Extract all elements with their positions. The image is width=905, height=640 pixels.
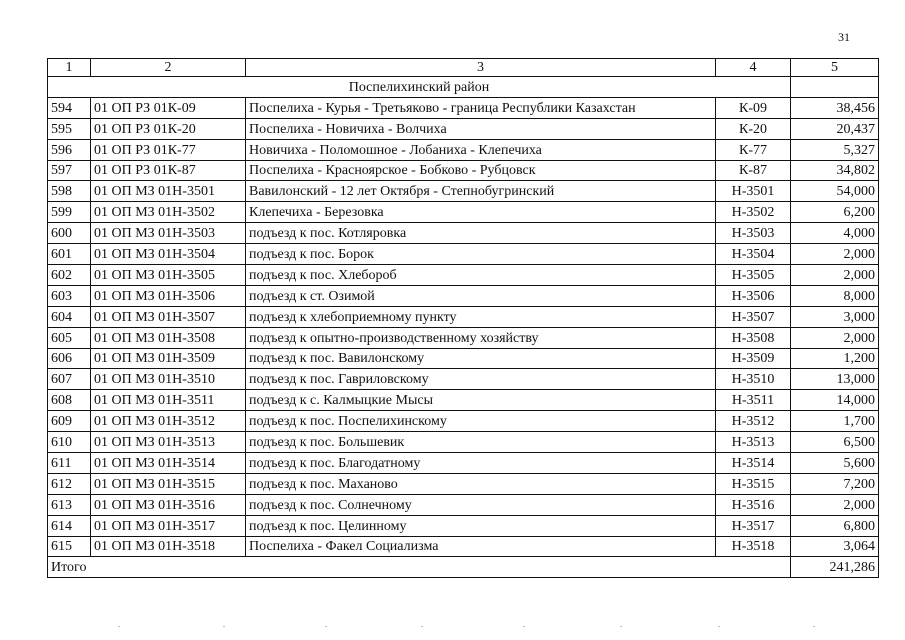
row-name: подъезд к пос. Вавилонскому	[246, 348, 716, 369]
row-length: 3,000	[791, 306, 879, 327]
header-col-3: 3	[246, 59, 716, 77]
row-code: 01 ОП РЗ 01К-87	[91, 160, 246, 181]
row-length: 7,200	[791, 473, 879, 494]
row-length: 3,064	[791, 536, 879, 557]
row-number: 606	[48, 348, 91, 369]
row-index: К-09	[716, 97, 791, 118]
row-code: 01 ОП МЗ 01Н-3513	[91, 432, 246, 453]
row-code: 01 ОП МЗ 01Н-3502	[91, 202, 246, 223]
row-number: 602	[48, 265, 91, 286]
row-index: Н-3507	[716, 306, 791, 327]
row-length: 38,456	[791, 97, 879, 118]
table-row	[48, 453, 879, 474]
total-label: Итого	[48, 557, 791, 578]
row-name: подъезд к хлебоприемному пункту	[246, 306, 716, 327]
page-number: 31	[838, 30, 850, 44]
row-number: 596	[48, 139, 91, 160]
row-index: Н-3505	[716, 265, 791, 286]
total-value: 241,286	[791, 557, 879, 578]
row-index: Н-3503	[716, 223, 791, 244]
row-index: Н-3502	[716, 202, 791, 223]
header-row	[48, 59, 879, 77]
row-name: подъезд к опытно-производственному хозяйству	[246, 327, 716, 348]
row-code: 01 ОП МЗ 01Н-3504	[91, 244, 246, 265]
table-row	[48, 327, 879, 348]
row-length: 1,200	[791, 348, 879, 369]
row-name: Поспелиха - Факел Социализма	[246, 536, 716, 557]
scan-speck	[523, 626, 525, 627]
row-code: 01 ОП МЗ 01Н-3503	[91, 223, 246, 244]
row-name: подъезд к пос. Поспелихинскому	[246, 411, 716, 432]
row-number: 614	[48, 515, 91, 536]
row-code: 01 ОП РЗ 01К-09	[91, 97, 246, 118]
scan-speck	[118, 626, 120, 627]
row-length: 54,000	[791, 181, 879, 202]
table-row	[48, 411, 879, 432]
row-name: подъезд к пос. Хлебороб	[246, 265, 716, 286]
header-col-2: 2	[91, 59, 246, 77]
row-code: 01 ОП РЗ 01К-20	[91, 118, 246, 139]
row-length: 13,000	[791, 369, 879, 390]
row-length: 4,000	[791, 223, 879, 244]
row-index: Н-3513	[716, 432, 791, 453]
row-index: Н-3509	[716, 348, 791, 369]
row-index: Н-3516	[716, 494, 791, 515]
row-length: 2,000	[791, 327, 879, 348]
row-name: Поспелиха - Новичиха - Волчиха	[246, 118, 716, 139]
row-name: Поспелиха - Красноярское - Бобково - Рубцовск	[246, 160, 716, 181]
table-row	[48, 390, 879, 411]
scan-speck	[813, 626, 815, 627]
row-code: 01 ОП МЗ 01Н-3501	[91, 181, 246, 202]
table-row	[48, 181, 879, 202]
row-name: подъезд к пос. Котляровка	[246, 223, 716, 244]
table-row	[48, 473, 879, 494]
row-code: 01 ОП МЗ 01Н-3506	[91, 285, 246, 306]
row-index: Н-3501	[716, 181, 791, 202]
row-name: подъезд к пос. Маханово	[246, 473, 716, 494]
row-index: Н-3510	[716, 369, 791, 390]
row-number: 615	[48, 536, 91, 557]
row-number: 598	[48, 181, 91, 202]
table-row	[48, 285, 879, 306]
table-row	[48, 348, 879, 369]
row-index: Н-3517	[716, 515, 791, 536]
table-row	[48, 223, 879, 244]
scan-speck	[325, 626, 327, 627]
scan-speck	[718, 626, 720, 627]
row-name: подъезд к пос. Благодатному	[246, 453, 716, 474]
row-length: 1,700	[791, 411, 879, 432]
row-length: 34,802	[791, 160, 879, 181]
row-code: 01 ОП РЗ 01К-77	[91, 139, 246, 160]
row-code: 01 ОП МЗ 01Н-3515	[91, 473, 246, 494]
row-code: 01 ОП МЗ 01Н-3514	[91, 453, 246, 474]
row-code: 01 ОП МЗ 01Н-3508	[91, 327, 246, 348]
table-row	[48, 160, 879, 181]
row-number: 610	[48, 432, 91, 453]
row-code: 01 ОП МЗ 01Н-3505	[91, 265, 246, 286]
row-code: 01 ОП МЗ 01Н-3509	[91, 348, 246, 369]
header-col-4: 4	[716, 59, 791, 77]
row-index: Н-3518	[716, 536, 791, 557]
row-length: 5,600	[791, 453, 879, 474]
scan-speck	[620, 626, 622, 627]
row-code: 01 ОП МЗ 01Н-3516	[91, 494, 246, 515]
row-code: 01 ОП МЗ 01Н-3517	[91, 515, 246, 536]
row-code: 01 ОП МЗ 01Н-3511	[91, 390, 246, 411]
table-row	[48, 369, 879, 390]
row-length: 14,000	[791, 390, 879, 411]
row-name: Поспелиха - Курья - Третьяково - граница Республики Казахстан	[246, 97, 716, 118]
row-number: 607	[48, 369, 91, 390]
row-index: Н-3511	[716, 390, 791, 411]
row-index: Н-3506	[716, 285, 791, 306]
row-length: 6,800	[791, 515, 879, 536]
row-index: Н-3504	[716, 244, 791, 265]
row-number: 595	[48, 118, 91, 139]
table-row	[48, 306, 879, 327]
table-row	[48, 244, 879, 265]
table-row	[48, 515, 879, 536]
row-number: 609	[48, 411, 91, 432]
row-number: 608	[48, 390, 91, 411]
row-name: подъезд к пос. Гавриловскому	[246, 369, 716, 390]
row-number: 597	[48, 160, 91, 181]
scan-speck	[421, 626, 423, 627]
row-number: 594	[48, 97, 91, 118]
table-row	[48, 536, 879, 557]
row-number: 604	[48, 306, 91, 327]
roads-table	[47, 58, 879, 578]
table-row	[48, 97, 879, 118]
row-name: подъезд к пос. Солнечному	[246, 494, 716, 515]
row-name: подъезд к с. Калмыцкие Мысы	[246, 390, 716, 411]
table-row	[48, 432, 879, 453]
section-empty-cell	[791, 77, 879, 98]
row-index: Н-3514	[716, 453, 791, 474]
row-index: К-20	[716, 118, 791, 139]
row-number: 599	[48, 202, 91, 223]
row-length: 6,200	[791, 202, 879, 223]
section-row	[48, 77, 879, 98]
row-length: 5,327	[791, 139, 879, 160]
total-row	[48, 557, 879, 578]
row-length: 20,437	[791, 118, 879, 139]
row-name: подъезд к пос. Борок	[246, 244, 716, 265]
row-number: 611	[48, 453, 91, 474]
row-index: К-87	[716, 160, 791, 181]
row-code: 01 ОП МЗ 01Н-3510	[91, 369, 246, 390]
row-number: 603	[48, 285, 91, 306]
row-name: Клепечиха - Березовка	[246, 202, 716, 223]
table-row	[48, 202, 879, 223]
row-index: Н-3512	[716, 411, 791, 432]
row-length: 6,500	[791, 432, 879, 453]
row-index: Н-3508	[716, 327, 791, 348]
row-index: Н-3515	[716, 473, 791, 494]
header-col-5: 5	[791, 59, 879, 77]
table-row	[48, 494, 879, 515]
row-code: 01 ОП МЗ 01Н-3512	[91, 411, 246, 432]
scan-noise	[0, 622, 905, 632]
row-number: 613	[48, 494, 91, 515]
row-length: 2,000	[791, 265, 879, 286]
row-name: подъезд к пос. Целинному	[246, 515, 716, 536]
table-body	[48, 77, 879, 557]
row-number: 605	[48, 327, 91, 348]
row-name: подъезд к пос. Большевик	[246, 432, 716, 453]
row-index: К-77	[716, 139, 791, 160]
table-row	[48, 139, 879, 160]
row-length: 8,000	[791, 285, 879, 306]
table-row	[48, 118, 879, 139]
row-name: подъезд к ст. Озимой	[246, 285, 716, 306]
table-row	[48, 265, 879, 286]
row-code: 01 ОП МЗ 01Н-3507	[91, 306, 246, 327]
row-number: 612	[48, 473, 91, 494]
row-name: Новичиха - Поломошное - Лобаниха - Клепечиха	[246, 139, 716, 160]
scan-speck	[223, 626, 225, 627]
row-number: 601	[48, 244, 91, 265]
table-footer	[48, 557, 879, 578]
section-title: Поспелихинский район	[48, 77, 791, 98]
row-number: 600	[48, 223, 91, 244]
row-code: 01 ОП МЗ 01Н-3518	[91, 536, 246, 557]
table-header	[48, 59, 879, 77]
row-length: 2,000	[791, 494, 879, 515]
row-length: 2,000	[791, 244, 879, 265]
header-col-1: 1	[48, 59, 91, 77]
row-name: Вавилонский - 12 лет Октября - Степнобугринский	[246, 181, 716, 202]
